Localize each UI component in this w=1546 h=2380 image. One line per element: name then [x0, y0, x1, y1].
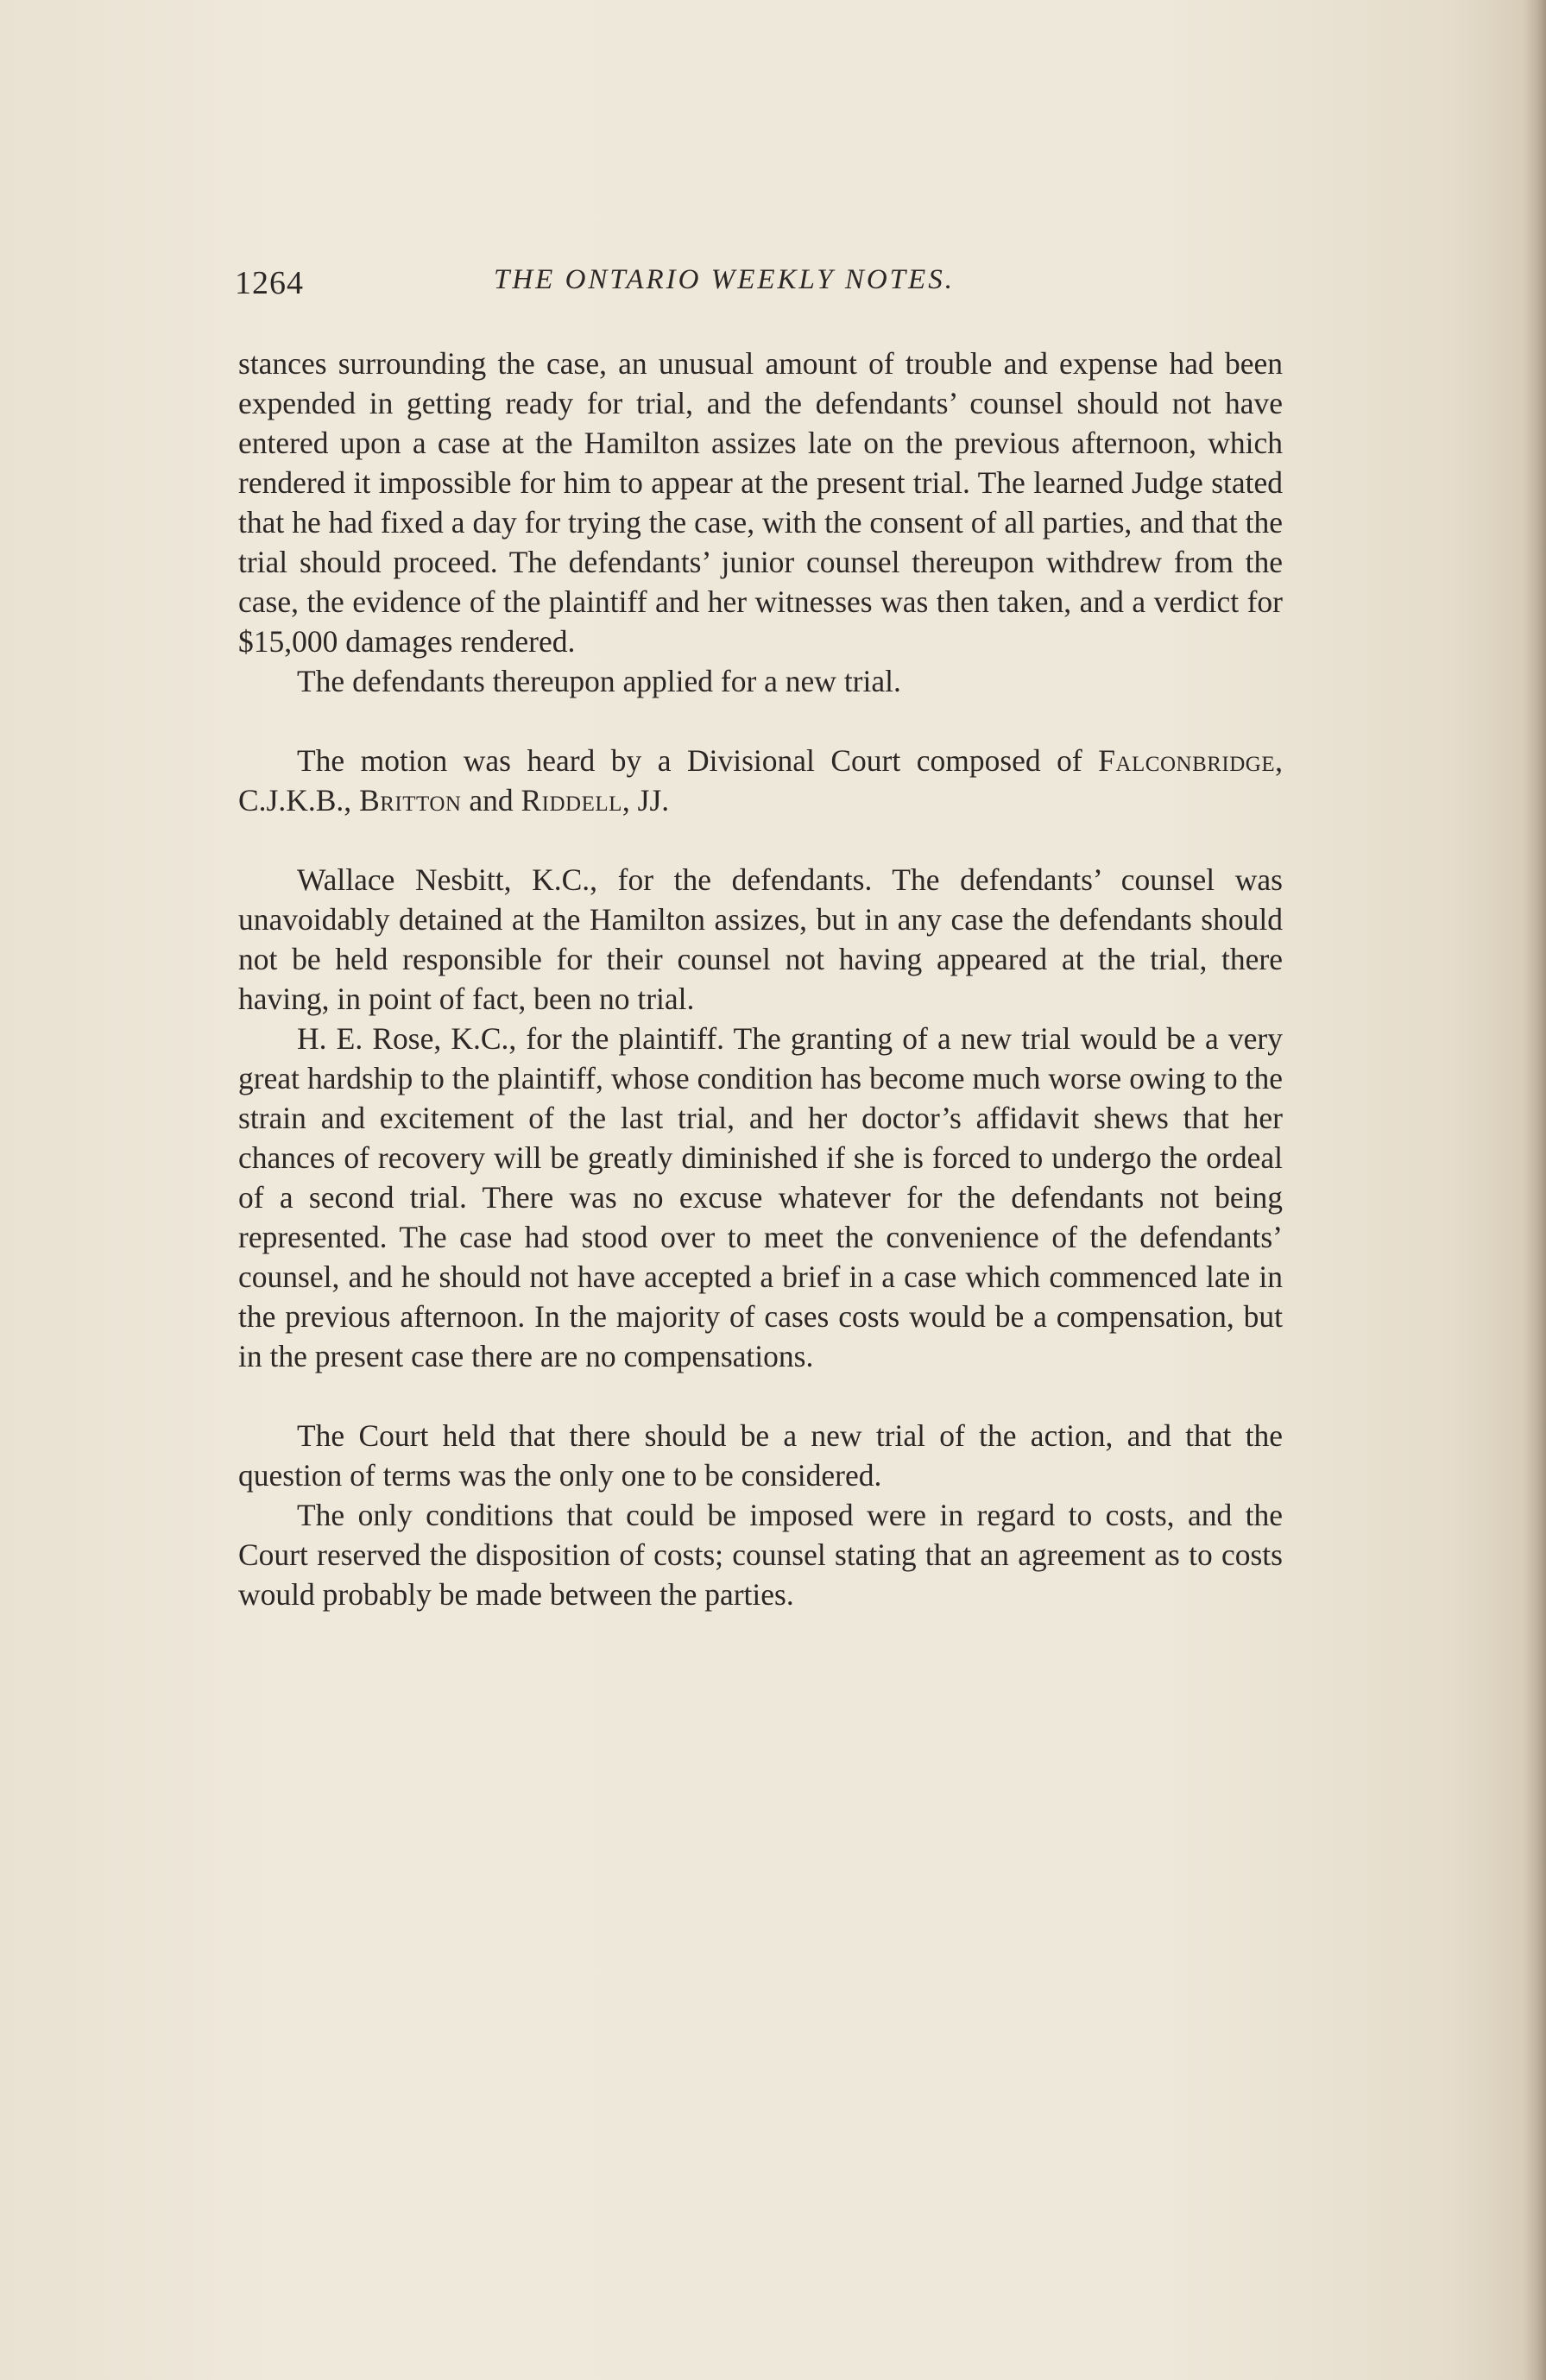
judge-title: , JJ. [622, 783, 670, 818]
body-text [238, 344, 1283, 1614]
paragraph-court-holding: The Court held that there should be a new trial of the action, and that the question of terms was the only one to be considered. [238, 1418, 1283, 1493]
page-edge-shadow [1524, 0, 1546, 2380]
page-header [235, 264, 1297, 316]
judge-name: Riddell [521, 783, 622, 818]
paragraph-continuation: stances surrounding the case, an unusual amount of trouble and expense had been expended in getting ready for trial, and the defendants’ counsel should not have entered upon a case at the Hamilton assizes late on the previous afternoon, which rendered it impossible for him to appear at the present trial. The learned Judge stated that he had fixed a day for trying the case, with the consent of all parties, and that the trial should proceed. The defendants’ junior counsel thereupon withdrew from the case, the evidence of the plaintiff and her witnesses was then taken, and a verdict for $15,000 damages rendered. [238, 346, 1283, 659]
court-composition-text: The motion was heard by a Divisional Court composed of [297, 743, 1082, 778]
page-number: 1264 [235, 265, 304, 301]
conjunction-text: and [469, 783, 514, 818]
paragraph-conditions-costs: The only conditions that could be imposed were in regard to costs, and the Court reserved the disposition of costs; counsel stating that an agreement as to costs would probably be made between the parties. [238, 1498, 1283, 1612]
running-title: THE ONTARIO WEEKLY NOTES. [494, 264, 955, 295]
paragraph-defendants-argument: Wallace Nesbitt, K.C., for the defendants. The defendants’ counsel was unavoidably detained at the Hamilton assizes, but in any case the defendants should not be held responsible for their counsel not having appeared at the trial, there having, in point of fact, been no trial. [238, 862, 1283, 1016]
paragraph-plaintiff-argument: H. E. Rose, K.C., for the plaintiff. The granting of a new trial would be a very great hardship to the plaintiff, whose condition has become much worse owing to the strain and excitement of the last trial, and her doctor’s affidavit shews that her chances of recovery will be greatly diminished if she is forced to undergo the ordeal of a second trial. There was no excuse whatever for the defendants not being represented. The case had stood over to meet the convenience of the defendants’ counsel, and he should not have accepted a brief in a case which commenced late in the previous afternoon. In the majority of cases costs would be a compensation, but in the present case there are no compensations. [238, 1021, 1283, 1373]
judge-name: Britton [359, 783, 462, 818]
judge-name: Falconbridge [1098, 743, 1276, 778]
paragraph-new-trial-application: The defendants thereupon applied for a new trial. [297, 664, 901, 698]
judge-title: , C.J.K.B., [238, 743, 1283, 818]
paragraph-divisional-court [238, 741, 1283, 820]
